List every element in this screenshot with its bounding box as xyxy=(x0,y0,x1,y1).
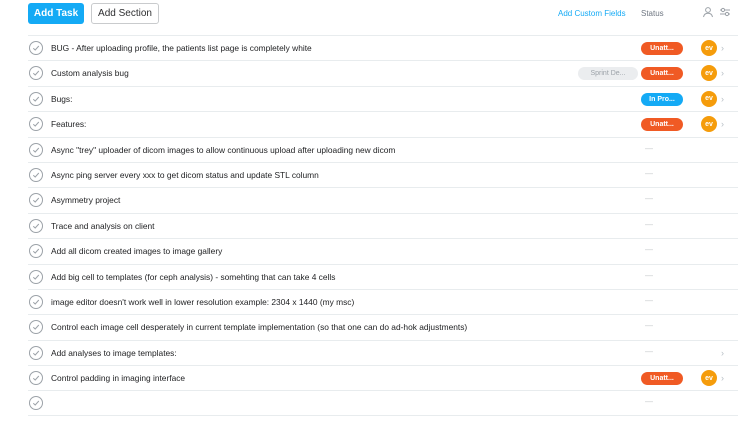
status-empty[interactable]: — xyxy=(645,397,653,407)
chevron-right-icon[interactable]: › xyxy=(721,373,724,384)
task-name[interactable]: Features: xyxy=(51,119,87,130)
assignee-avatar[interactable]: ev xyxy=(701,116,717,132)
status-empty[interactable]: — xyxy=(645,143,653,153)
chevron-right-icon[interactable]: › xyxy=(721,43,724,53)
complete-checkmark-icon[interactable] xyxy=(29,346,43,360)
task-name[interactable]: image editor doesn't work well in lower resolution example: 2304 x 1440 (my msc) xyxy=(51,296,355,307)
task-row[interactable] xyxy=(28,390,738,415)
task-row[interactable] xyxy=(28,340,738,365)
add-section-button[interactable]: Add Section xyxy=(91,3,159,24)
add-custom-fields-link[interactable]: Add Custom Fields xyxy=(558,9,626,18)
assignee-avatar[interactable]: ev xyxy=(701,370,717,386)
tag-badge[interactable]: Sprint De... xyxy=(578,67,638,80)
complete-checkmark-icon[interactable] xyxy=(29,295,43,309)
task-row[interactable] xyxy=(28,289,738,314)
complete-checkmark-icon[interactable] xyxy=(29,244,43,258)
status-empty[interactable]: — xyxy=(645,270,653,280)
complete-checkmark-icon[interactable] xyxy=(29,219,43,233)
complete-checkmark-icon[interactable] xyxy=(29,371,43,385)
task-name[interactable]: Async ping server every xxx to get dicom status and update STL column xyxy=(51,169,319,180)
status-badge[interactable]: Unatt... xyxy=(641,118,683,131)
complete-checkmark-icon[interactable] xyxy=(29,193,43,207)
task-row[interactable] xyxy=(28,86,738,111)
task-row[interactable] xyxy=(28,264,738,289)
status-column-header: Status xyxy=(641,9,664,18)
chevron-right-icon[interactable]: › xyxy=(721,93,724,104)
task-name[interactable]: Add all dicom created images to image gallery xyxy=(51,246,223,257)
task-row[interactable] xyxy=(28,137,738,162)
complete-checkmark-icon[interactable] xyxy=(29,66,43,80)
complete-checkmark-icon[interactable] xyxy=(29,320,43,334)
complete-checkmark-icon[interactable] xyxy=(29,396,43,410)
task-name[interactable]: Control padding in imaging interface xyxy=(51,373,186,384)
task-name[interactable]: Add big cell to templates (for ceph analysis) - somehting that can take 4 cells xyxy=(51,271,336,282)
complete-checkmark-icon[interactable] xyxy=(29,92,43,106)
chevron-right-icon[interactable]: › xyxy=(721,347,724,358)
status-empty[interactable]: — xyxy=(645,194,653,204)
complete-checkmark-icon[interactable] xyxy=(29,143,43,157)
status-empty[interactable]: — xyxy=(645,219,653,229)
complete-checkmark-icon[interactable] xyxy=(29,168,43,182)
task-name[interactable]: Async "trey" uploader of dicom images to allow continuous upload after uploading new dicom xyxy=(51,144,396,155)
toolbar xyxy=(0,0,738,30)
task-name[interactable]: Trace and analysis on client xyxy=(51,220,155,231)
task-name[interactable]: Bugs: xyxy=(51,93,73,104)
person-icon[interactable] xyxy=(702,6,714,18)
status-badge[interactable]: Unatt... xyxy=(641,42,683,55)
chevron-right-icon[interactable]: › xyxy=(721,119,724,130)
status-empty[interactable]: — xyxy=(645,346,653,356)
chevron-right-icon[interactable]: › xyxy=(721,68,724,79)
task-row[interactable] xyxy=(28,213,738,238)
task-row[interactable] xyxy=(28,238,738,263)
task-row[interactable] xyxy=(28,162,738,187)
complete-checkmark-icon[interactable] xyxy=(29,41,43,55)
add-task-button[interactable]: Add Task xyxy=(28,3,84,24)
status-empty[interactable]: — xyxy=(645,245,653,255)
assignee-avatar[interactable]: ev xyxy=(701,40,717,56)
complete-checkmark-icon[interactable] xyxy=(29,270,43,284)
task-list xyxy=(28,35,738,416)
task-row[interactable] xyxy=(28,111,738,136)
task-name[interactable]: Control each image cell desperately in current template implementation (so that one can do ad-hok adjustments) xyxy=(51,322,468,333)
task-row[interactable] xyxy=(28,35,738,60)
status-empty[interactable]: — xyxy=(645,321,653,331)
status-badge[interactable]: Unatt... xyxy=(641,67,683,80)
status-empty[interactable]: — xyxy=(645,295,653,305)
status-empty[interactable]: — xyxy=(645,168,653,178)
task-row[interactable] xyxy=(28,314,738,339)
assignee-avatar[interactable]: ev xyxy=(701,65,717,81)
status-badge[interactable]: Unatt... xyxy=(641,372,683,385)
assignee-avatar[interactable]: ev xyxy=(701,91,717,107)
task-name[interactable]: Custom analysis bug xyxy=(51,68,129,79)
task-name[interactable]: Asymmetry project xyxy=(51,195,121,206)
complete-checkmark-icon[interactable] xyxy=(29,117,43,131)
task-row[interactable] xyxy=(28,187,738,212)
task-name[interactable]: Add analyses to image templates: xyxy=(51,347,177,358)
status-badge[interactable]: In Pro... xyxy=(641,93,683,106)
task-row[interactable] xyxy=(28,365,738,390)
sort-icon[interactable] xyxy=(719,6,731,18)
task-name[interactable]: BUG - After uploading profile, the patients list page is completely white xyxy=(51,43,312,53)
task-row[interactable] xyxy=(28,60,738,85)
